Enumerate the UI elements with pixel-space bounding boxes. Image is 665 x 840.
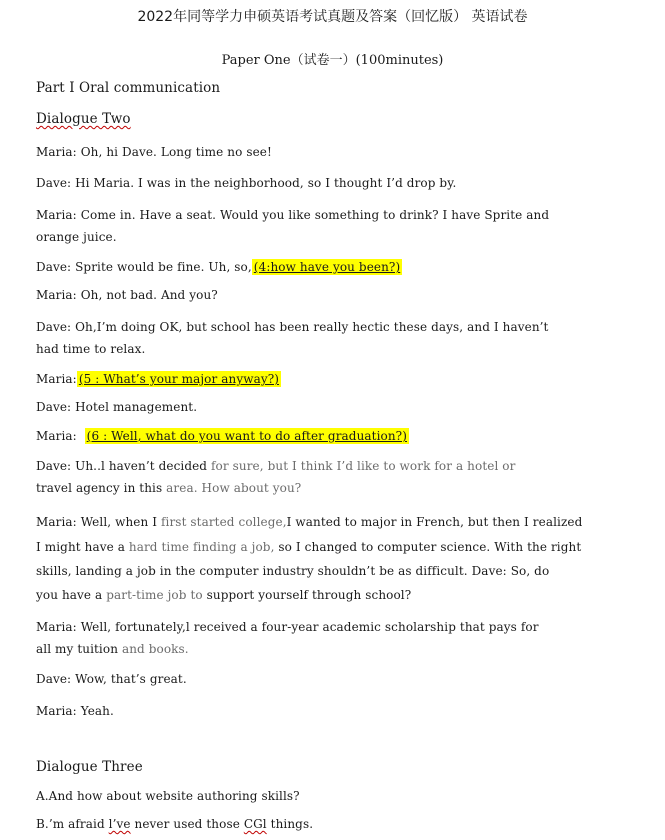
text-run: area. How about you?: [162, 481, 302, 495]
dialogue-line: Maria: Oh, hi Dave. Long time no see!: [36, 145, 272, 159]
dialogue-line: [36, 429, 409, 443]
text-run: l’ve: [108, 817, 131, 831]
dialogue-line: [36, 588, 411, 602]
dialogue-line: A.And how about website authoring skills?: [36, 789, 300, 803]
text-run: first started college,: [157, 515, 287, 529]
dialogue-line: [36, 260, 402, 274]
dialogue-line: [36, 481, 301, 495]
text-run: Maria: Well, when I: [36, 515, 158, 529]
text-run: things.: [266, 817, 314, 831]
paper-subtitle: Paper One（试卷一）(100minutes): [221, 53, 444, 68]
dialogue-line: Dave: Hotel management.: [36, 400, 198, 414]
dialogue-three-heading: Dialogue Three: [36, 759, 143, 775]
highlighted-answer: (5 : What’s your major anyway?): [78, 372, 280, 386]
dialogue-line: Maria: Yeah.: [36, 704, 114, 718]
text-run: for sure, but I think I’d like to work for a hotel or: [207, 459, 516, 473]
document-title: 2022年同等学力申硕英语考试真题及答案（回忆版） 英语试卷: [137, 9, 528, 25]
text-run: travel agency in this: [36, 481, 163, 495]
text-run: B.’m afraid: [36, 817, 109, 831]
dialogue-line: [36, 459, 515, 473]
speaker-text: Dave: Sprite would be fine. Uh, so,: [36, 260, 252, 274]
dialogue-line: Dave: Wow, that’s great.: [36, 672, 187, 686]
dialogue-line: [36, 372, 281, 386]
speaker-text: Maria:: [36, 372, 77, 386]
dialogue-line: Maria: Well, fortunately,l received a four-year academic scholarship that pays for: [36, 620, 539, 634]
dialogue-line: orange juice.: [36, 230, 117, 244]
dialogue-line: had time to relax.: [36, 342, 146, 356]
dialogue-line: [36, 642, 189, 656]
text-run: CGl: [243, 817, 267, 831]
dialogue-line: Maria: Come in. Have a seat. Would you like something to drink? I have Sprite and: [36, 208, 550, 222]
dialogue-line: [36, 515, 582, 529]
dialogue-line: Maria: Oh, not bad. And you?: [36, 288, 218, 302]
dialogue-line: [36, 817, 313, 831]
text-run: Dave: Uh..l haven’t decided: [36, 459, 208, 473]
highlighted-answer: (4:how have you been?): [253, 260, 401, 274]
text-run: and books.: [118, 642, 189, 656]
text-run: I wanted to major in French, but then I realized: [286, 515, 583, 529]
dialogue-line: [36, 540, 581, 554]
text-run: support yourself through school?: [202, 588, 412, 602]
text-run: part-time job to: [102, 588, 203, 602]
highlighted-answer: (6 : Well, what do you want to do after graduation?): [86, 429, 407, 443]
text-run: you have a: [36, 588, 103, 602]
text-run: I might have a: [36, 540, 125, 554]
part-heading: Part I Oral communication: [36, 80, 221, 96]
text-run: hard time finding a job,: [124, 540, 275, 554]
dialogue-line: Dave: Hi Maria. I was in the neighborhood, so I thought I’d drop by.: [36, 176, 457, 190]
text-run: so I changed to computer science. With the right: [274, 540, 582, 554]
dialogue-line: Dave: Oh,I’m doing OK, but school has been really hectic these days, and I haven’t: [36, 320, 549, 334]
text-run: all my tuition: [36, 642, 119, 656]
dialogue-line: skills, landing a job in the computer industry shouldn’t be as difficult. Dave: So, do: [36, 564, 550, 578]
dialogue-two-heading-text: Dialogue Two: [36, 111, 131, 127]
text-run: never used those: [130, 817, 244, 831]
speaker-text: Maria:: [36, 429, 77, 443]
dialogue-two-heading: [36, 111, 131, 127]
